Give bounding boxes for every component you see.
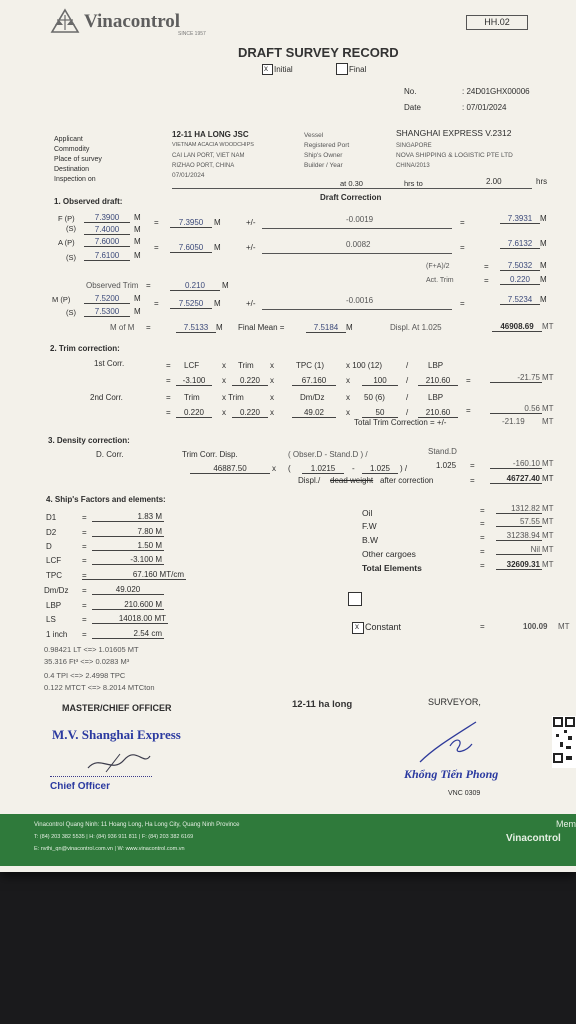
unit-mt: MT: [542, 517, 554, 526]
c2-50: 50: [362, 409, 398, 418]
c2-h-x2: x: [346, 393, 350, 402]
c1-x2: x: [270, 376, 274, 385]
f-correction-value: -0.0019: [346, 215, 374, 224]
equals: =: [466, 376, 471, 385]
info-destination: RIZHAO PORT, CHINA: [172, 163, 235, 169]
unit-m: M: [134, 213, 141, 222]
m-result-value: 7.5234: [500, 296, 540, 305]
element-value: 1312.82: [496, 505, 542, 514]
factor-key: LS: [46, 615, 56, 624]
mom-label: M of M: [110, 323, 135, 332]
total-trim-value: -21.19: [502, 417, 525, 426]
constant-mark: x: [355, 622, 359, 631]
c1-slash: /: [406, 376, 409, 385]
c1-x3: x: [346, 376, 350, 385]
as-value: 7.6100: [84, 252, 130, 261]
info-applicant: 12-11 HA LONG JSC: [172, 130, 249, 139]
c2-h-trim: Trim: [184, 393, 200, 402]
c1-h-slash: /: [406, 361, 409, 370]
trim-heading: 2. Trim correction:: [50, 344, 120, 353]
inspection-hrs: hrs: [536, 177, 548, 186]
factor-value: 7.80 M: [92, 528, 164, 537]
c1-h-trim: Trim: [238, 361, 254, 370]
act-trim-label: Act. Trim: [426, 277, 454, 284]
c1-h-lcf: LCF: [184, 361, 200, 370]
x-sign: x: [272, 464, 276, 473]
initial-mark: x: [264, 64, 268, 73]
equals: =: [82, 513, 87, 522]
m-mean-value: 7.5250: [170, 300, 212, 309]
unit-m: M: [540, 275, 547, 284]
info-label-commodity: Commodity: [54, 146, 90, 153]
unit-m: M: [214, 243, 221, 252]
c2-x1: x: [222, 408, 226, 417]
f-mean-value: 7.3950: [170, 219, 212, 228]
conversion-lt: 0.98421 LT <=> 1.01605 MT: [44, 645, 139, 654]
total-trim-label: Total Trim Correction = +/-: [354, 418, 447, 427]
final-checkbox: [336, 63, 348, 75]
unit-m: M: [540, 295, 547, 304]
factor-value: 14018.00 MT: [92, 615, 168, 624]
close-paren: ) /: [400, 464, 408, 473]
equals: =: [82, 556, 87, 565]
plus-minus: +/-: [246, 218, 256, 227]
c1-h-tpc: TPC (1): [296, 361, 324, 370]
info-port: SINGAPORE: [396, 143, 432, 149]
blank-checkbox: [348, 592, 362, 606]
factor-value: 210.600 M: [92, 601, 164, 610]
info-commodity: VIETNAM ACACIA WOODCHIPS: [172, 142, 254, 148]
factor-key: LCF: [46, 556, 62, 565]
equals: =: [470, 461, 475, 470]
info-place: CAI LAN PORT, VIET NAM: [172, 153, 245, 159]
c2-h-lbp: LBP: [428, 393, 444, 402]
equals: =: [460, 299, 465, 308]
displ-label: Displ. At 1.025: [390, 323, 442, 332]
c1-tpc: 67.160: [292, 377, 336, 386]
info-inspection: 07/01/2024: [172, 172, 205, 179]
unit-mt: MT: [542, 545, 554, 554]
equals: =: [82, 528, 87, 537]
displ-value: 46908.69: [492, 323, 542, 332]
element-key: B.W: [362, 535, 379, 545]
unit-mt: MT: [542, 404, 554, 413]
fa2-label: (F+A)/2: [426, 263, 450, 270]
form-code: HH.02: [466, 15, 528, 30]
c2-dmdz: 49.02: [292, 409, 336, 418]
equals: =: [480, 519, 485, 528]
equals: =: [166, 408, 171, 417]
fp-value: 7.3900: [84, 214, 130, 223]
equals: =: [82, 586, 87, 595]
c1-h-lbp: LBP: [428, 361, 444, 370]
date-label: Date: [404, 103, 421, 112]
equals: =: [154, 299, 159, 308]
equals: =: [82, 615, 87, 624]
c2-trim2: 0.220: [232, 409, 268, 418]
footer-brand: Vinacontrol: [506, 833, 561, 844]
unit-m: M: [134, 225, 141, 234]
c2-h-x: x: [270, 393, 274, 402]
observed-trim-label: Observed Trim: [86, 281, 139, 290]
equals: =: [466, 406, 471, 415]
equals: =: [470, 476, 475, 485]
equals: =: [82, 601, 87, 610]
element-value: Nil: [496, 546, 542, 555]
element-value: 57.55: [496, 518, 542, 527]
factor-key: LBP: [46, 601, 62, 610]
surveyor-signature-icon: [414, 718, 494, 768]
signature-company: 12-11 ha long: [292, 699, 353, 710]
initial-label: Initial: [274, 65, 293, 74]
fp-label: F (P): [58, 214, 75, 223]
c2-result: 0.56: [490, 405, 542, 414]
unit-m: M: [134, 294, 141, 303]
stand-value: 1.025: [436, 461, 457, 470]
factor-key: D: [46, 542, 52, 551]
c1-100: 100: [362, 377, 398, 386]
factor-value: 1.83 M: [92, 513, 164, 522]
factor-value: -3.100 M: [92, 556, 164, 565]
unit-m: M: [540, 239, 547, 248]
element-key-total: Total Elements: [362, 563, 422, 573]
factor-key: D2: [46, 528, 57, 537]
c2-h-xtrim: x Trim: [222, 393, 244, 402]
after-label-deadweight: dead weight: [330, 476, 374, 485]
tcd-value: 46887.50: [190, 465, 270, 474]
equals: =: [480, 622, 485, 631]
draft-correction-label: Draft Correction: [320, 193, 382, 202]
element-key: Other cargoes: [362, 549, 416, 559]
tcd-label: Trim Corr. Disp.: [182, 450, 238, 459]
second-corr-label: 2nd Corr.: [90, 393, 123, 402]
factor-key: D1: [46, 513, 57, 522]
unit-mt: MT: [542, 373, 554, 382]
plus-minus: +/-: [246, 243, 256, 252]
unit-mt: MT: [542, 322, 554, 331]
master-signature-icon: [84, 750, 154, 778]
equals: =: [480, 533, 485, 542]
equals: =: [82, 630, 87, 639]
c1-h-x2: x: [270, 361, 274, 370]
vessel-stamp: M.V. Shanghai Express: [52, 727, 181, 742]
date-value: : 07/01/2024: [462, 103, 507, 112]
factor-key: 1 inch: [46, 630, 68, 639]
unit-mt: MT: [558, 622, 570, 631]
after-label-correction: after correction: [380, 476, 434, 485]
c2-slash: /: [406, 408, 409, 417]
obser-formula: ( Obser.D - Stand.D ) /: [288, 450, 368, 459]
vinacontrol-emblem-icon: [50, 8, 80, 34]
observed-heading: 1. Observed draft:: [54, 197, 123, 206]
final-mean-label: Final Mean =: [238, 323, 285, 332]
element-value-total: 32609.31: [496, 561, 542, 570]
inspection-to-time: 2.00: [486, 177, 502, 186]
no-value: : 24D01GHX00006: [462, 87, 530, 96]
factors-heading: 4. Ship's Factors and elements:: [46, 495, 166, 504]
equals: =: [146, 323, 151, 332]
unit-mt: MT: [542, 531, 554, 540]
equals: =: [82, 571, 87, 580]
c1-result: -21.75: [490, 374, 542, 383]
c2-x3: x: [346, 408, 350, 417]
unit-mt: MT: [542, 459, 554, 468]
c1-lcf: -3.100: [176, 377, 212, 386]
info-label-inspection: Inspection on: [54, 176, 96, 183]
equals: =: [154, 243, 159, 252]
surveyor-name: Khổng Tiến Phong: [404, 767, 499, 781]
info-label-owner: Ship's Owner: [304, 152, 343, 159]
ms-value: 7.5300: [84, 308, 130, 317]
equals: =: [460, 243, 465, 252]
ap-value: 7.6000: [84, 238, 130, 247]
info-label-destination: Destination: [54, 166, 90, 173]
unit-m: M: [222, 281, 229, 290]
f-result-value: 7.3931: [500, 215, 540, 224]
c2-trim: 0.220: [176, 409, 212, 418]
no-label: No.: [404, 87, 417, 96]
element-value: 31238.94: [496, 532, 542, 541]
a-result-value: 7.6132: [500, 240, 540, 249]
inspection-hrs-to: hrs to: [404, 179, 423, 188]
stand-label: Stand.D: [428, 447, 457, 456]
c1-x1: x: [222, 376, 226, 385]
std-density: 1.025: [362, 465, 398, 474]
c1-trim: 0.220: [232, 377, 268, 386]
footer-bar: [0, 814, 576, 866]
equals: =: [146, 281, 151, 290]
density-heading: 3. Density correction:: [48, 436, 130, 445]
chief-officer-label: Chief Officer: [50, 782, 111, 792]
equals: =: [166, 361, 171, 370]
footer-brand-top: Mem: [556, 819, 576, 829]
constant-value: 100.09: [523, 622, 548, 631]
unit-m: M: [214, 218, 221, 227]
factor-key: Dm/Dz: [44, 586, 69, 595]
c2-h-slash: /: [406, 393, 409, 402]
c2-lbp: 210.60: [418, 409, 458, 418]
brand-logo-text: Vinacontrol: [84, 11, 181, 32]
ms-label: (S): [66, 308, 76, 317]
mp-label: M (P): [52, 295, 71, 304]
footer-email: E: nvthi_qn@vinacontrol.com.vn | W: www.vinacontrol.com.vn: [34, 846, 185, 852]
unit-mt: MT: [542, 474, 554, 483]
factor-value: 2.54 cm: [92, 630, 164, 639]
fs-label: (S): [66, 224, 76, 233]
info-label-port: Registered Port: [304, 142, 350, 149]
info-vessel: SHANGHAI EXPRESS V.2312: [396, 128, 512, 138]
ap-label: A (P): [58, 238, 75, 247]
equals: =: [460, 218, 465, 227]
open-paren: (: [288, 464, 291, 473]
footer-address: Vinacontrol Quang Ninh: 11 Hoang Long, Ha Long City, Quang Ninh Province: [34, 822, 240, 828]
brand-since: SINCE 1957: [178, 31, 206, 37]
final-label: Final: [349, 65, 367, 74]
unit-m: M: [214, 299, 221, 308]
density-result: -160.10: [490, 460, 542, 469]
a-correction-value: 0.0082: [346, 240, 371, 249]
unit-mt: MT: [542, 560, 554, 569]
conversion-mtc: 0.122 MTCT <=> 8.2014 MTCton: [44, 683, 155, 692]
element-key: Oil: [362, 508, 373, 518]
first-corr-label: 1st Corr.: [94, 359, 125, 368]
equals: =: [166, 393, 171, 402]
equals: =: [154, 218, 159, 227]
act-trim-value: 0.220: [500, 276, 540, 285]
factor-value: 1.50 M: [92, 542, 164, 551]
c2-h-50: 50 (6): [364, 393, 385, 402]
unit-mt: MT: [542, 504, 554, 513]
equals: =: [480, 561, 485, 570]
info-owner: NOVA SHIPPING & LOGISTIC PTE LTD: [396, 152, 513, 159]
observed-trim-value: 0.210: [170, 282, 220, 291]
element-key: F.W: [362, 521, 377, 531]
factor-value: 49.020: [92, 586, 164, 595]
c1-h-x1: x: [222, 361, 226, 370]
info-label-builder: Builder / Year: [304, 162, 343, 169]
final-mean-value: 7.5184: [306, 324, 346, 333]
unit-m: M: [346, 323, 353, 332]
equals: =: [484, 262, 489, 271]
constant-label: Constant: [365, 622, 402, 632]
as-label: (S): [66, 253, 76, 262]
conversion-tpi: 0.4 TPI <=> 2.4998 TPC: [44, 671, 126, 680]
fa2-value: 7.5032: [500, 262, 540, 271]
mp-value: 7.5200: [84, 295, 130, 304]
factor-key: TPC: [46, 571, 62, 580]
info-label-vessel: Vessel: [304, 132, 324, 139]
after-label-displ: Displ./: [298, 476, 321, 485]
inspection-at: at 0.30: [340, 179, 363, 188]
m-correction-value: -0.0016: [346, 296, 374, 305]
mom-value: 7.5133: [176, 324, 216, 333]
equals: =: [82, 542, 87, 551]
unit-m: M: [540, 214, 547, 223]
info-label-place: Place of survey: [54, 156, 102, 163]
footer-phone: T: (84) 203 382 5535 | H: (84) 936 911 811 | F: (84) 203 382 6169: [34, 834, 194, 840]
info-builder: CHINA/2013: [396, 163, 430, 169]
c2-x2: x: [270, 408, 274, 417]
page-title: DRAFT SURVEY RECORD: [238, 45, 399, 60]
unit-m: M: [540, 261, 547, 270]
c2-h-dmdz: Dm/Dz: [300, 393, 325, 402]
unit-mt: MT: [542, 417, 554, 426]
c1-h-100: x 100 (12): [346, 361, 383, 370]
unit-m: M: [134, 251, 141, 260]
surveyor-label: SURVEYOR,: [428, 697, 481, 707]
minus-sign: -: [352, 464, 355, 473]
fs-value: 7.4000: [84, 226, 130, 235]
unit-m: M: [216, 323, 223, 332]
a-mean-value: 7.6050: [170, 244, 212, 253]
unit-m: M: [134, 307, 141, 316]
after-value: 46727.40: [490, 475, 542, 484]
surveyor-code: VNC 0309: [448, 790, 481, 797]
info-label-applicant: Applicant: [54, 136, 83, 143]
obs-density: 1.0215: [302, 465, 344, 474]
c1-lbp: 210.60: [418, 377, 458, 386]
factor-value: 67.160 MT/cm: [82, 571, 186, 580]
plus-minus: +/-: [246, 299, 256, 308]
d-corr-label: D. Corr.: [96, 450, 124, 459]
equals: =: [480, 547, 485, 556]
qr-code-icon: [552, 716, 576, 768]
master-label: MASTER/CHIEF OFFICER: [62, 703, 172, 713]
equals: =: [484, 276, 489, 285]
equals: =: [480, 506, 485, 515]
equals: =: [166, 376, 171, 385]
conversion-ft: 35.316 Ft³ <=> 0.0283 M³: [44, 657, 130, 666]
unit-m: M: [134, 237, 141, 246]
